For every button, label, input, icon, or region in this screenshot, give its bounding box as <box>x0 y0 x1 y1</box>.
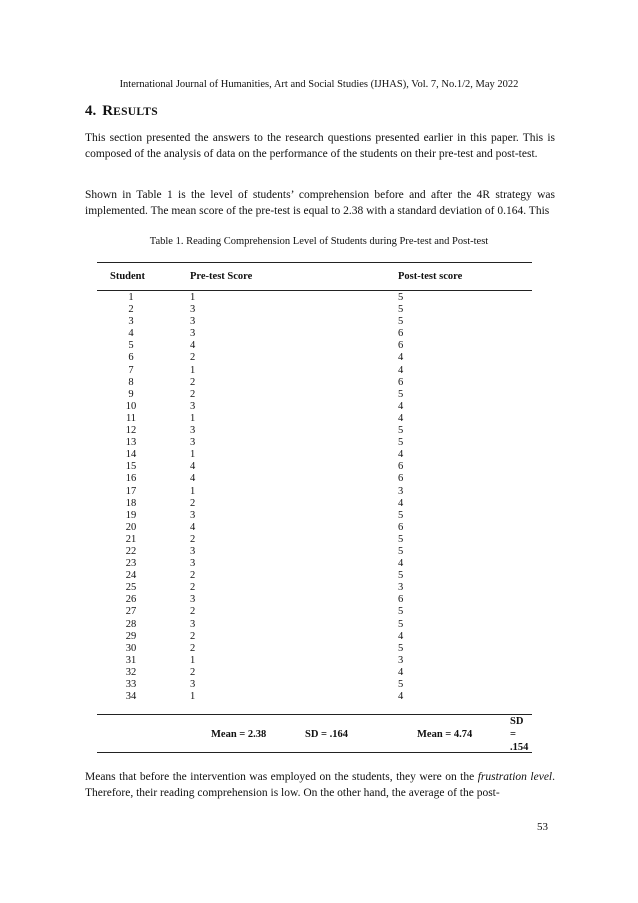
student-cell: 13 <box>125 437 137 449</box>
student-cell: 21 <box>125 533 137 545</box>
student-cell: 32 <box>125 666 137 678</box>
table-row <box>97 619 532 631</box>
post-test-cell: 4 <box>398 400 404 412</box>
table-row <box>97 473 532 485</box>
student-cell: 11 <box>125 412 137 424</box>
pre-test-cell: 4 <box>190 473 196 485</box>
table-row <box>97 498 532 510</box>
pre-test-cell: 1 <box>190 691 196 703</box>
pre-test-cell: 2 <box>190 630 196 642</box>
student-cell: 6 <box>128 352 134 364</box>
post-test-cell: 6 <box>398 594 404 606</box>
student-cell: 4 <box>128 328 134 340</box>
table-row <box>97 679 532 691</box>
pre-test-sd: SD = .164 <box>305 729 349 740</box>
table-row <box>97 486 532 498</box>
post-test-cell: 4 <box>398 352 404 364</box>
pre-test-cell: 3 <box>190 316 196 328</box>
table-row <box>97 304 532 316</box>
pre-test-cell: 2 <box>190 376 196 388</box>
table-row <box>97 449 532 461</box>
table-row <box>97 655 532 667</box>
pre-test-cell: 3 <box>190 545 196 557</box>
table-row <box>97 643 532 655</box>
student-cell: 16 <box>125 473 137 485</box>
post-test-cell: 4 <box>398 412 404 424</box>
post-test-cell: 5 <box>398 642 404 654</box>
pre-test-cell: 3 <box>190 437 196 449</box>
post-test-cell: 4 <box>398 364 404 376</box>
table-top-rule <box>97 262 532 263</box>
table-row <box>97 340 532 352</box>
post-test-cell: 5 <box>398 292 404 303</box>
table-row <box>97 389 532 401</box>
section-number: 4. <box>85 103 97 119</box>
header-student: Student <box>110 271 146 282</box>
student-cell: 1 <box>128 292 134 303</box>
student-cell: 31 <box>125 654 137 666</box>
pre-test-cell: 1 <box>190 364 196 376</box>
pre-test-cell: 1 <box>190 449 196 461</box>
pre-test-cell: 3 <box>190 400 196 412</box>
student-cell: 8 <box>128 376 134 388</box>
pre-test-cell: 2 <box>190 666 196 678</box>
table-row <box>97 631 532 643</box>
table-row <box>97 401 532 413</box>
table-header-rule <box>97 290 532 291</box>
post-test-cell: 4 <box>398 666 404 678</box>
pre-test-cell: 3 <box>190 679 196 690</box>
post-test-cell: 5 <box>398 679 404 690</box>
student-cell: 29 <box>125 630 137 642</box>
pre-test-cell: 2 <box>190 533 196 545</box>
post-test-sd-equals: = <box>510 729 516 740</box>
post-test-sd-label: SD <box>510 716 524 727</box>
student-cell: 20 <box>125 521 137 533</box>
student-cell: 34 <box>125 691 137 703</box>
table-row <box>97 534 532 546</box>
paragraph-interpretation <box>85 769 555 801</box>
table-row <box>97 582 532 594</box>
pre-test-cell: 3 <box>190 558 196 570</box>
student-cell: 14 <box>125 449 137 461</box>
post-test-sd-value: .154 <box>510 742 529 753</box>
pre-test-cell: 3 <box>190 304 196 316</box>
table-row <box>97 352 532 364</box>
pre-test-cell: 3 <box>190 618 196 630</box>
header-pre-test: Pre-test Score <box>190 271 253 282</box>
student-cell: 15 <box>125 461 137 473</box>
post-test-cell: 4 <box>398 449 404 461</box>
post-test-mean: Mean = 4.74 <box>417 729 473 740</box>
table-body <box>97 292 532 703</box>
table-row <box>97 667 532 679</box>
post-test-cell: 5 <box>398 304 404 316</box>
post-test-cell: 5 <box>398 437 404 449</box>
student-cell: 5 <box>128 340 134 352</box>
post-test-cell: 5 <box>398 533 404 545</box>
student-cell: 23 <box>125 558 137 570</box>
student-cell: 10 <box>125 400 137 412</box>
post-test-cell: 3 <box>398 582 404 594</box>
interpretation-italic-term: frustration level <box>477 771 553 783</box>
running-header: International Journal of Humanities, Art and Social Studies (IJHAS), Vol. 7, No.1/2, May 2022 <box>119 79 519 90</box>
student-cell: 33 <box>125 679 137 690</box>
post-test-cell: 6 <box>398 376 404 388</box>
table-row <box>97 413 532 425</box>
table-row <box>97 594 532 606</box>
student-cell: 25 <box>125 582 137 594</box>
pre-test-cell: 2 <box>190 642 196 654</box>
post-test-cell: 6 <box>398 328 404 340</box>
pre-test-cell: 2 <box>190 582 196 594</box>
table-row <box>97 437 532 449</box>
table-row <box>97 546 532 558</box>
student-cell: 19 <box>125 509 137 521</box>
post-test-cell: 4 <box>398 558 404 570</box>
post-test-sd <box>510 715 540 754</box>
pre-test-cell: 2 <box>190 388 196 400</box>
pre-test-cell: 3 <box>190 425 196 437</box>
student-cell: 26 <box>125 594 137 606</box>
student-cell: 12 <box>125 425 137 437</box>
student-cell: 2 <box>128 304 134 316</box>
header-post-test: Post-test score <box>398 271 463 282</box>
pre-test-cell: 4 <box>190 461 196 473</box>
table-row <box>97 522 532 534</box>
pre-test-mean: Mean = 2.38 <box>211 729 267 740</box>
pre-test-cell: 3 <box>190 509 196 521</box>
table-row <box>97 365 532 377</box>
post-test-cell: 5 <box>398 570 404 582</box>
post-test-cell: 5 <box>398 545 404 557</box>
pre-test-cell: 4 <box>190 340 196 352</box>
interpretation-text-start: Means that before the intervention was employed on the students, they were on the <box>85 771 478 783</box>
student-cell: 7 <box>128 364 134 376</box>
student-cell: 3 <box>128 316 134 328</box>
pre-test-cell: 3 <box>190 594 196 606</box>
post-test-cell: 5 <box>398 425 404 437</box>
pre-test-cell: 1 <box>190 485 196 497</box>
table-caption: Table 1. Reading Comprehension Level of Students during Pre-test and Post-test <box>149 236 489 247</box>
student-cell: 18 <box>125 497 137 509</box>
table-row <box>97 606 532 618</box>
pre-test-cell: 3 <box>190 328 196 340</box>
student-cell: 17 <box>125 485 137 497</box>
pre-test-cell: 2 <box>190 352 196 364</box>
table-row <box>97 292 532 304</box>
pre-test-cell: 1 <box>190 654 196 666</box>
post-test-cell: 5 <box>398 388 404 400</box>
post-test-cell: 3 <box>398 654 404 666</box>
post-test-cell: 4 <box>398 691 404 703</box>
student-cell: 27 <box>125 606 137 618</box>
student-cell: 9 <box>128 388 134 400</box>
student-cell: 28 <box>125 618 137 630</box>
pre-test-cell: 1 <box>190 292 196 303</box>
pre-test-cell: 2 <box>190 570 196 582</box>
post-test-cell: 4 <box>398 630 404 642</box>
post-test-cell: 6 <box>398 461 404 473</box>
section-title-rest: ESULTS <box>113 106 158 118</box>
pre-test-cell: 1 <box>190 412 196 424</box>
student-cell: 22 <box>125 545 137 557</box>
interpretation-text-end: . Therefore, their reading comprehension is low. On the other hand, the average of the post- <box>85 771 555 799</box>
table-row <box>97 377 532 389</box>
page-number: 53 <box>537 821 548 833</box>
post-test-cell: 5 <box>398 509 404 521</box>
table-row <box>97 558 532 570</box>
post-test-cell: 6 <box>398 473 404 485</box>
pre-test-cell: 4 <box>190 521 196 533</box>
section-title-initial: R <box>102 103 114 119</box>
table-row <box>97 691 532 703</box>
table-row <box>97 570 532 582</box>
pre-test-cell: 2 <box>190 606 196 618</box>
post-test-cell: 6 <box>398 340 404 352</box>
paragraph-table-description: Shown in Table 1 is the level of students’ comprehension before and after the 4R strategy was implemented. The mean score of the pre-test is equal to 2.38 with a standard deviation of 0.164. This <box>85 189 555 217</box>
post-test-cell: 3 <box>398 485 404 497</box>
post-test-cell: 5 <box>398 606 404 618</box>
table-row <box>97 510 532 522</box>
student-cell: 24 <box>125 570 137 582</box>
table-bottom-rule <box>97 752 532 753</box>
table-body-bottom-rule <box>97 714 532 715</box>
table-row <box>97 316 532 328</box>
section-heading <box>85 103 158 120</box>
post-test-cell: 4 <box>398 497 404 509</box>
table-row <box>97 425 532 437</box>
table-row <box>97 461 532 473</box>
student-cell: 30 <box>125 642 137 654</box>
pre-test-cell: 2 <box>190 497 196 509</box>
post-test-cell: 5 <box>398 618 404 630</box>
post-test-cell: 5 <box>398 316 404 328</box>
paragraph-intro: This section presented the answers to the research questions presented earlier in this paper. This is composed of the analysis of data on the performance of the students on their pre-test and post-test. <box>85 132 555 160</box>
post-test-cell: 6 <box>398 521 404 533</box>
table-row <box>97 328 532 340</box>
